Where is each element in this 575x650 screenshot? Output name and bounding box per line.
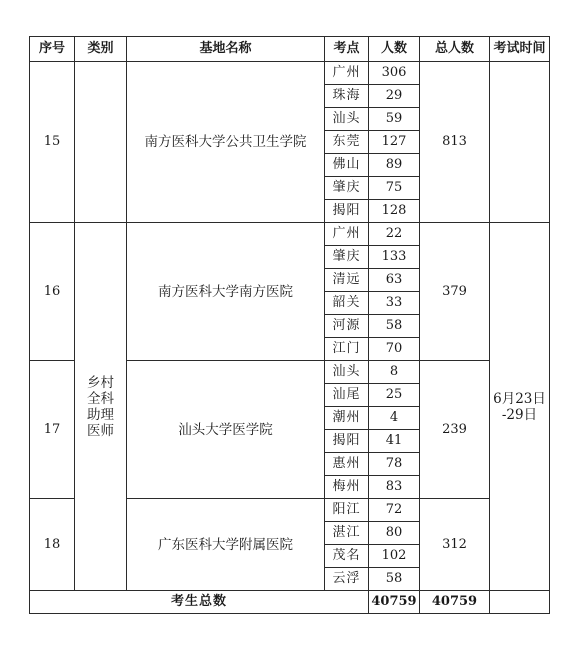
count-cell: 80 <box>369 522 420 545</box>
count-cell: 63 <box>369 269 420 292</box>
footer-total: 40759 <box>420 591 490 614</box>
site-cell: 珠海 <box>325 85 369 108</box>
count-cell: 41 <box>369 430 420 453</box>
category-cell <box>75 223 127 591</box>
header-exam-time: 考试时间 <box>490 37 550 62</box>
site-cell: 佛山 <box>325 154 369 177</box>
site-cell: 肇庆 <box>325 246 369 269</box>
seq-cell: 15 <box>30 62 75 223</box>
site-cell: 揭阳 <box>325 430 369 453</box>
count-cell: 25 <box>369 384 420 407</box>
exam-time-cell-empty <box>490 62 550 223</box>
category-line: 医师 <box>87 422 114 439</box>
header-row <box>30 37 550 62</box>
total-cell: 312 <box>420 499 490 591</box>
header-count: 人数 <box>369 37 420 62</box>
site-cell: 湛江 <box>325 522 369 545</box>
count-cell: 29 <box>369 85 420 108</box>
site-cell: 揭阳 <box>325 200 369 223</box>
site-cell: 肇庆 <box>325 177 369 200</box>
table-row <box>30 62 550 85</box>
total-cell: 813 <box>420 62 490 223</box>
total-cell: 239 <box>420 361 490 499</box>
header-category: 类别 <box>75 37 127 62</box>
header-base-name: 基地名称 <box>127 37 325 62</box>
base-name-cell: 南方医科大学公共卫生学院 <box>127 62 325 223</box>
site-cell: 惠州 <box>325 453 369 476</box>
category-line: 助理 <box>87 406 114 423</box>
site-cell: 清远 <box>325 269 369 292</box>
site-cell: 汕尾 <box>325 384 369 407</box>
footer-empty-cell <box>490 591 550 614</box>
count-cell: 58 <box>369 568 420 591</box>
footer-row <box>30 591 550 614</box>
count-cell: 59 <box>369 108 420 131</box>
seq-cell: 18 <box>30 499 75 591</box>
seq-cell: 17 <box>30 361 75 499</box>
total-cell: 379 <box>420 223 490 361</box>
count-cell: 306 <box>369 62 420 85</box>
count-cell: 89 <box>369 154 420 177</box>
site-cell: 汕头 <box>325 108 369 131</box>
count-cell: 75 <box>369 177 420 200</box>
count-cell: 58 <box>369 315 420 338</box>
site-cell: 梅州 <box>325 476 369 499</box>
header-total: 总人数 <box>420 37 490 62</box>
base-name-cell: 汕头大学医学院 <box>127 361 325 499</box>
count-cell: 78 <box>369 453 420 476</box>
count-cell: 128 <box>369 200 420 223</box>
site-cell: 广州 <box>325 223 369 246</box>
footer-label: 考生总数 <box>30 591 369 614</box>
count-cell: 127 <box>369 131 420 154</box>
count-cell: 33 <box>369 292 420 315</box>
header-exam-site: 考点 <box>325 37 369 62</box>
site-cell: 茂名 <box>325 545 369 568</box>
category-line: 乡村 <box>87 374 114 391</box>
count-cell: 72 <box>369 499 420 522</box>
footer-count: 40759 <box>369 591 420 614</box>
exam-time-line: -29日 <box>501 406 538 423</box>
exam-time-cell <box>490 223 550 591</box>
count-cell: 70 <box>369 338 420 361</box>
site-cell: 广州 <box>325 62 369 85</box>
site-cell: 江门 <box>325 338 369 361</box>
site-cell: 潮州 <box>325 407 369 430</box>
site-cell: 云浮 <box>325 568 369 591</box>
table-row <box>30 223 550 246</box>
site-cell: 汕头 <box>325 361 369 384</box>
count-cell: 8 <box>369 361 420 384</box>
count-cell: 83 <box>369 476 420 499</box>
count-cell: 133 <box>369 246 420 269</box>
count-cell: 22 <box>369 223 420 246</box>
count-cell: 102 <box>369 545 420 568</box>
base-name-cell: 南方医科大学南方医院 <box>127 223 325 361</box>
base-name-cell: 广东医科大学附属医院 <box>127 499 325 591</box>
exam-time-line: 6月23日 <box>493 390 546 407</box>
site-cell: 阳江 <box>325 499 369 522</box>
category-line: 全科 <box>87 390 114 407</box>
count-cell: 4 <box>369 407 420 430</box>
seq-cell: 16 <box>30 223 75 361</box>
exam-schedule-table <box>29 36 550 614</box>
site-cell: 河源 <box>325 315 369 338</box>
header-seq: 序号 <box>30 37 75 62</box>
category-cell-empty <box>75 62 127 223</box>
site-cell: 韶关 <box>325 292 369 315</box>
site-cell: 东莞 <box>325 131 369 154</box>
